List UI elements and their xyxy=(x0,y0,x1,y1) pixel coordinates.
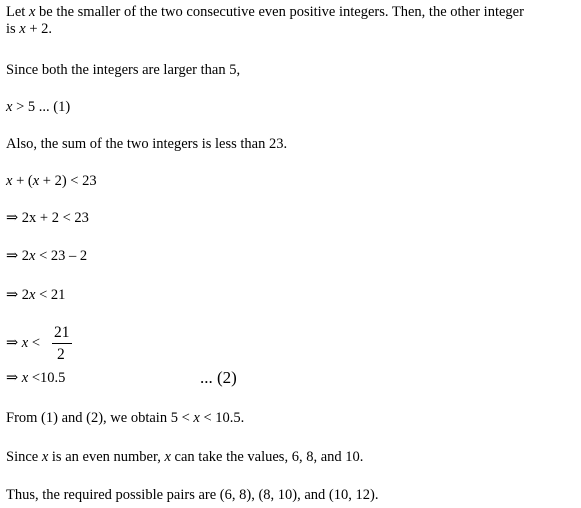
even-text-b: is an even number, xyxy=(48,449,165,465)
combined-text-b: < 10.5. xyxy=(199,410,245,426)
even-text-a: Since xyxy=(6,449,42,465)
variable-x: x xyxy=(32,173,40,189)
inequality-1-rest: > 5 ... (1) xyxy=(12,99,71,115)
variable-x: x xyxy=(19,21,26,37)
intro-text-b: be the smaller of the two consecutive even positive integers. Then, the other integer xyxy=(35,4,524,20)
step-3 xyxy=(6,248,87,264)
since-larger-line xyxy=(6,62,240,78)
step-2-text: ⇒ 2x + 2 < 23 xyxy=(6,210,89,226)
variable-x: x xyxy=(28,4,36,20)
variable-x: x xyxy=(193,410,200,426)
fraction-numerator: 21 xyxy=(54,324,70,341)
variable-x: x xyxy=(164,449,171,465)
step-1 xyxy=(6,173,97,189)
variable-x: x xyxy=(29,248,36,264)
variable-x: x xyxy=(21,335,29,351)
step-1-text-d: + 2) < 23 xyxy=(39,173,97,189)
step-2 xyxy=(6,210,89,226)
even-text-c: can take the values, 6, 8, and 10. xyxy=(170,449,364,465)
step-4-text-b: < 21 xyxy=(35,287,66,303)
step-6 xyxy=(6,370,65,386)
implies-arrow: ⇒ xyxy=(6,335,22,351)
conclusion-text: Thus, the required possible pairs are (6, 8), (8, 10), and (10, 12). xyxy=(6,487,379,503)
less-than-sign: < xyxy=(28,335,41,351)
step-1-text-b: + ( xyxy=(12,173,33,189)
intro-text-a: Let xyxy=(6,4,29,20)
step-5-fraction-equation xyxy=(6,323,86,367)
variable-x: x xyxy=(6,99,13,115)
intro-line-2 xyxy=(6,21,52,37)
intro-line-1 xyxy=(6,4,524,20)
fraction-bar xyxy=(52,343,72,344)
conclusion xyxy=(6,487,378,503)
fraction-denominator: 2 xyxy=(57,346,65,363)
step-5-prefix xyxy=(6,335,40,351)
intro2-text-a: is xyxy=(6,21,20,37)
implies-arrow: ⇒ xyxy=(6,370,22,386)
equation-label-2: ... (2) xyxy=(200,368,237,387)
variable-x: x xyxy=(6,173,13,189)
sum-statement xyxy=(6,136,287,152)
variable-x: x xyxy=(21,370,29,386)
intro2-text-b: + 2. xyxy=(25,21,53,37)
step-4-text-a: ⇒ 2 xyxy=(6,287,30,303)
inequality-1 xyxy=(6,99,70,115)
variable-x: x xyxy=(41,449,49,465)
sum-statement-text: Also, the sum of the two integers is less than 23. xyxy=(6,136,288,152)
step-6-rest: <10.5 xyxy=(28,370,66,386)
even-number-statement xyxy=(6,449,363,465)
step-3-text-a: ⇒ 2 xyxy=(6,248,30,264)
combined-inequality xyxy=(6,410,244,426)
step-3-text-b: < 23 – 2 xyxy=(35,248,88,264)
since-larger-text: Since both the integers are larger than 5, xyxy=(6,62,241,78)
combined-text-a: From (1) and (2), we obtain 5 < xyxy=(6,410,194,426)
step-4 xyxy=(6,287,65,303)
variable-x: x xyxy=(29,287,36,303)
